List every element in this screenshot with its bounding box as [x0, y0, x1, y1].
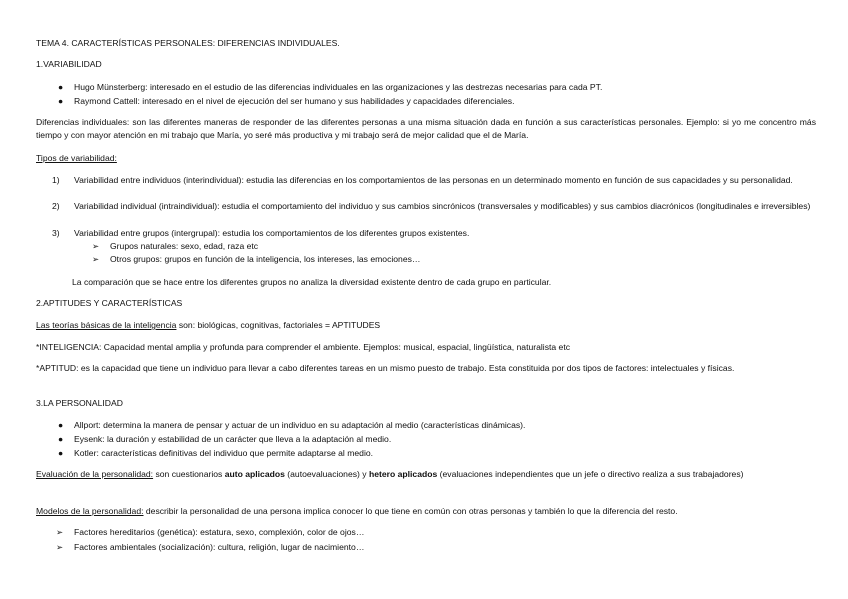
personality-bullet-1: Allport: determina la manera de pensar y actuar de un individuo en su adaptación al medio (características dinámicas). [74, 420, 526, 430]
type-item-1: Variabilidad entre individuos (interindividual): estudia las diferencias en los comportamientos de las personas en un determinado momento en función de sus capacidades y su personalidad. [74, 175, 793, 185]
evaluation-text: (autoevaluaciones) y [284, 469, 369, 479]
group-item-1: Grupos naturales: sexo, edad, raza etc [110, 241, 259, 251]
section-1-heading: 1.VARIABILIDAD [36, 59, 102, 69]
theories-text: son: biológicas, cognitivas, factoriales = APTITUDES [176, 320, 381, 330]
types-heading: Tipos de variabilidad: [36, 153, 117, 163]
personality-bullet-2: Eysenk: la duración y estabilidad de un carácter que lleva a la adaptación al medio. [74, 434, 392, 444]
bullet-icon: ● [58, 96, 64, 106]
list-number: 3) [52, 228, 60, 238]
evaluation-label: Evaluación de la personalidad: [36, 469, 154, 479]
bullet-icon: ● [58, 434, 64, 444]
aptitude-definition: *APTITUD: es la capacidad que tiene un individuo para llevar a cabo diferentes tareas en un mismo puesto de trabajo. Esta constituida por dos tipos de factores: intelectuales y físicas. [36, 363, 735, 373]
arrow-bullet-icon: ➢ [92, 254, 100, 264]
factor-item-2: Factores ambientales (socialización): cultura, religión, lugar de nacimiento… [74, 542, 365, 552]
models-text: describir la personalidad de una persona implica conocer lo que tiene en común con otras personas y también lo que la diferencia del resto. [143, 506, 678, 516]
group-item-2: Otros grupos: grupos en función de la inteligencia, los intereses, las emociones… [110, 254, 421, 264]
bullet-icon: ● [58, 82, 64, 92]
section-3-heading: 3.LA PERSONALIDAD [36, 398, 123, 408]
individual-differences-definition: Diferencias individuales: son las diferentes maneras de responder de las diferentes personas a una misma situación dada en función a sus características personales. Ejemplo: si yo me concentro más tiempo y con mayor atención en mi trabajo que María, yo seré más productiva y mi trabajo será de mejor calidad que el de María. [36, 117, 816, 140]
personality-evaluation [36, 468, 816, 481]
document-title: TEMA 4. CARACTERÍSTICAS PERSONALES: DIFERENCIAS INDIVIDUALES. [36, 38, 340, 48]
arrow-bullet-icon: ➢ [56, 527, 64, 537]
bullet-icon: ● [58, 448, 64, 458]
evaluation-text: son cuestionarios [153, 469, 225, 479]
section-2-heading: 2.APTITUDES Y CARACTERÍSTICAS [36, 298, 183, 308]
self-applied-term: auto aplicados [224, 469, 285, 479]
variability-bullet-2: Raymond Cattell: interesado en el nivel de ejecución del ser humano y sus habilidades y capacidades diferenciales. [74, 96, 515, 106]
variability-bullet-1: Hugo Münsterberg: interesado en el estudio de las diferencias individuales en las organizaciones y las destrezas necesarias para cada PT. [74, 82, 603, 92]
bullet-icon: ● [58, 420, 64, 430]
hetero-applied-term: hetero aplicados [368, 469, 438, 479]
arrow-bullet-icon: ➢ [92, 241, 100, 251]
personality-models [36, 505, 816, 517]
type-item-2: Variabilidad individual (intraindividual): estudia el comportamiento del individuo y sus cambios sincrónicos (transversales y modificables) y sus cambios diacrónicos (longitudinales e irreversibles) [74, 201, 811, 211]
theories-line [36, 319, 816, 331]
arrow-bullet-icon: ➢ [56, 542, 64, 552]
list-number: 2) [52, 201, 60, 211]
personality-bullet-3: Kotler: características definitivas del individuo que permite adaptarse al medio. [74, 448, 374, 458]
factor-item-1: Factores hereditarios (genética): estatura, sexo, complexión, color de ojos… [74, 527, 365, 537]
models-label: Modelos de la personalidad: [36, 506, 144, 516]
intelligence-definition: *INTELIGENCIA: Capacidad mental amplia y profunda para comprender el ambiente. Ejemplos: musical, espacial, lingüística, naturalista etc [36, 342, 571, 352]
type-item-3: Variabilidad entre grupos (intergrupal): estudia los comportamientos de los diferentes grupos existentes. [74, 228, 470, 238]
list-number: 1) [52, 175, 60, 185]
theories-label: Las teorías básicas de la inteligencia [36, 320, 177, 330]
evaluation-text: (evaluaciones independientes que un jefe o directivo realiza a sus trabajadores) [437, 469, 744, 479]
comparison-note: La comparación que se hace entre los diferentes grupos no analiza la diversidad existente dentro de cada grupo en particular. [72, 277, 552, 287]
